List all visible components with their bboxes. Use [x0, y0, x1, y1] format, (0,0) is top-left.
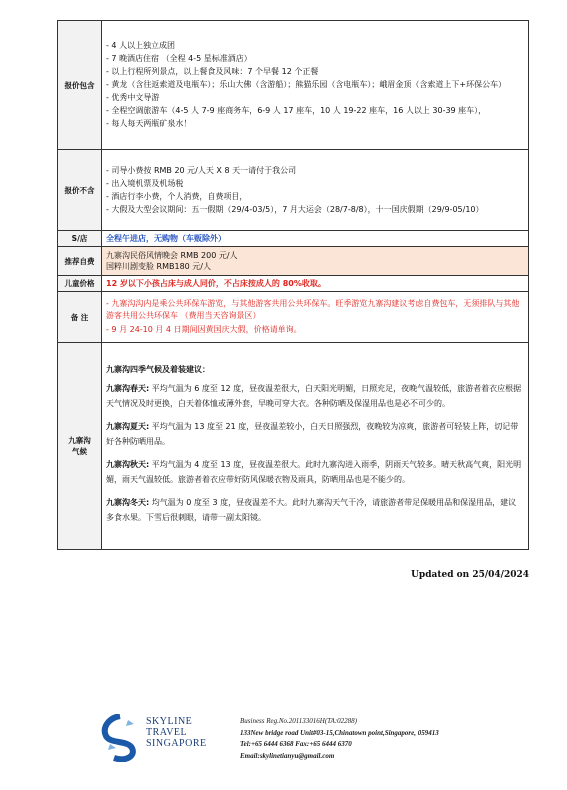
row-child — [58, 276, 529, 292]
list-item: - 优秀中文导游 — [106, 93, 160, 102]
season-text: 平均气温为 13 度至 21 度，昼夜温差较小，白天日照强烈，夜晚较为凉爽，旅游者可轻装上阵，切记带好各种防晒用品。 — [106, 421, 519, 446]
business-reg: Business Reg.No.201133016H(TA:02288) — [240, 717, 357, 725]
climate-content — [102, 343, 529, 550]
list-item: - 出入境机票及机场税 — [106, 178, 184, 188]
excluded-list — [102, 150, 529, 231]
list-item: - 7 晚酒店住宿 （全程 4-5 星标准酒店） — [106, 54, 252, 63]
season-text: 平均气温为 4 度至 13 度，昼夜温差很大。此时九寨沟进入雨季，阴雨天气较多。晴天秋高气爽，阳光明媚，雨天气温较低。旅游者着衣应带好防风保暖衣物及雨具，防晒用品也是不能少的。 — [106, 459, 522, 484]
list-item: - 每人每天两瓶矿泉水！ — [106, 119, 192, 128]
list-item: - 司导小费按 RMB 20 元/人天 X 8 天一请付于我公司 — [106, 165, 297, 175]
row-included — [58, 21, 529, 150]
list-item: 国粹川剧变脸 RMB180 元/人 — [106, 262, 211, 271]
climate-title: 九寨沟四季气候及着装建议： — [106, 364, 210, 374]
season-name: 九寨沟夏天: — [106, 421, 150, 431]
season-name: 九寨沟秋天: — [106, 459, 150, 469]
row-climate — [58, 343, 529, 550]
label-included: 报价包含 — [58, 21, 102, 150]
label-shop: S/店 — [58, 231, 102, 247]
brand-name — [146, 716, 207, 749]
list-item: - 4 人以上独立成团 — [106, 41, 176, 50]
row-shop — [58, 231, 529, 247]
climate-label-line1: 九寨沟 — [68, 436, 91, 445]
season-text: 均气温为 0 度至 3 度，昼夜温差不大。此时九寨沟天气干冷，请旅游者带足保暖用品和保湿用品，建议多食水果。下雪后很刺眼，请带一副太阳镜。 — [106, 497, 517, 522]
climate-label-line2: 气候 — [72, 447, 87, 456]
season-text: 平均气温为 6 度至 12 度，昼夜温差很大，白天阳光明媚，日照充足，夜晚气温较低，旅游者着衣应根据天气情况及时更换，白天着体恤或薄外套，早晚可穿大衣。各种防晒及保湿用品也是必不可少的。 — [106, 383, 522, 408]
season-name: 九寨沟冬天: — [106, 497, 150, 507]
skyline-logo-icon — [98, 714, 142, 762]
season-spring — [106, 381, 524, 411]
brand-line: SKYLINE — [146, 716, 193, 727]
row-notes — [58, 292, 529, 343]
row-recommended — [58, 247, 529, 276]
season-autumn — [106, 457, 524, 487]
list-item: - 黄龙（含往返索道及电瓶车）；乐山大佛（含游船）；熊猫乐园（含电瓶车）；峨眉金顶（含索道上下+环保公车） — [106, 80, 507, 89]
shop-text: 全程午进店，无购物（车贩除外） — [102, 231, 529, 247]
updated-date: Updated on 25/04/2024 — [411, 570, 529, 580]
season-summer — [106, 419, 524, 449]
season-winter — [106, 495, 524, 525]
phone-fax: Tel:+65 6444 6368 Fax:+65 6444 6370 — [240, 740, 352, 748]
notes-list — [102, 292, 529, 343]
list-item: 九寨沟民俗风情晚会 RMB 200 元/人 — [106, 251, 238, 260]
label-excluded: 报价不含 — [58, 150, 102, 231]
company-footer — [98, 712, 518, 772]
list-item: - 酒店行李小费，个人消费，自费项目， — [106, 191, 248, 201]
label-recommended: 推荐自费 — [58, 247, 102, 276]
label-climate — [58, 343, 102, 550]
brand-line: SINGAPORE — [146, 738, 207, 749]
address: 133New bridge road Unit#03-15,Chinatown point,Singapore, 059413 — [240, 728, 439, 737]
list-item: - 9 月 24-10 月 4 日期间因黄国庆大假，价格请单询。 — [106, 325, 302, 334]
label-child: 儿童价格 — [58, 276, 102, 292]
email: Email:skylinetianyu@gmail.com — [240, 751, 335, 760]
child-text: 12 岁以下小孩占床与成人同价，不占床按成人的 80%收取。 — [102, 276, 529, 292]
quote-table — [57, 20, 529, 550]
recommended-list — [102, 247, 529, 276]
included-list — [102, 21, 529, 150]
business-info — [240, 716, 439, 762]
list-item: - 九寨沟沟内是乘公共环保车游览，与其他游客共用公共环保车。旺季游览九寨沟建议考虑自费包车，无须排队与其他游客共用公共环保车 （费用当天咨询景区） — [106, 299, 520, 320]
list-item: - 大假及大型会议期间：五一假期（29/4-03/5），7 月大运会（28/7-8/8），十一国庆假期（29/9-05/10） — [106, 204, 484, 214]
label-notes: 备 注 — [58, 292, 102, 343]
season-name: 九寨沟春天: — [106, 383, 150, 393]
row-excluded — [58, 150, 529, 231]
brand-line: TRAVEL — [146, 727, 188, 738]
list-item: - 全程空调旅游车（4-5 人 7-9 座商务车，6-9 人 17 座车，10 人 19-22 座车，16 人以上 30-39 座车）， — [106, 106, 487, 115]
list-item: - 以上行程所列景点，以上餐食及风味：7 个早餐 12 个正餐 — [106, 67, 319, 76]
